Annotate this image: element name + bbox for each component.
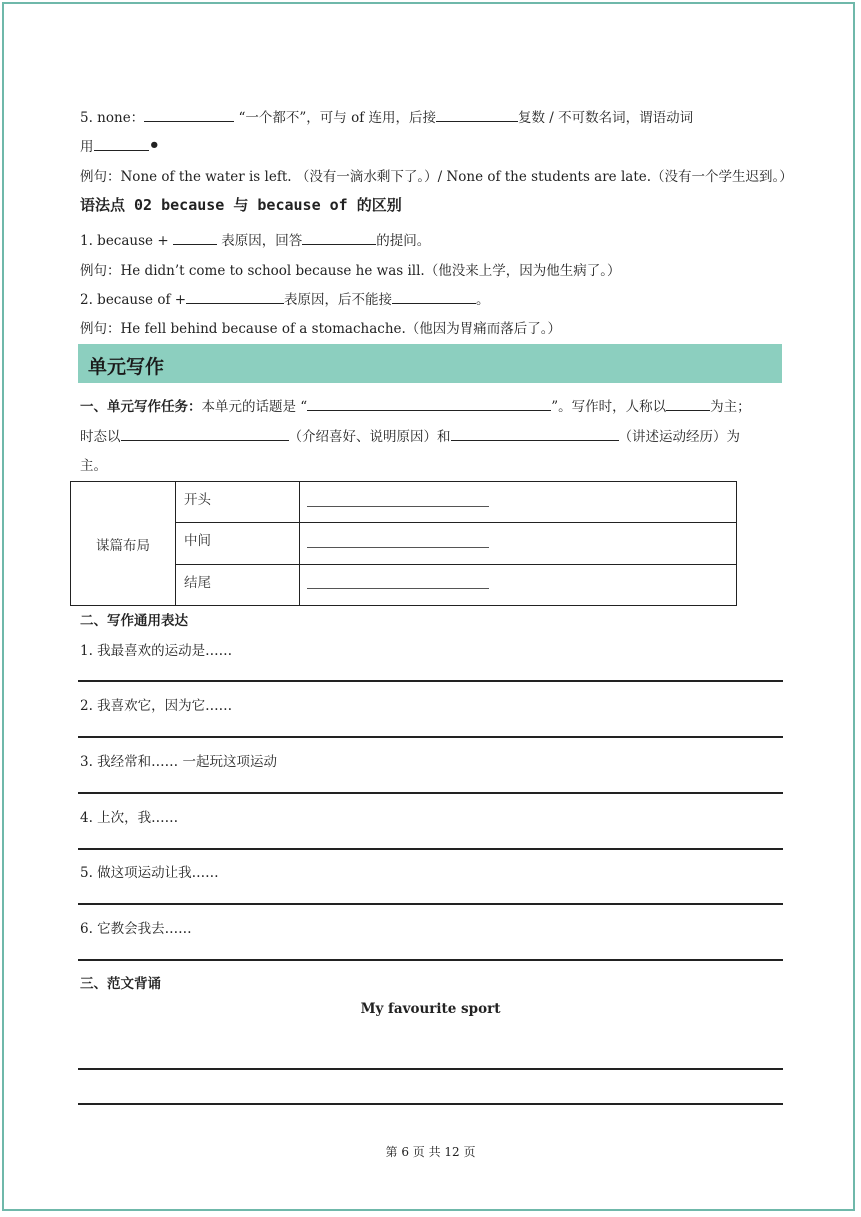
answer-line-4[interactable]	[78, 848, 783, 850]
task-text-4: 时态以	[80, 429, 121, 445]
expression-6: 6. 它教会我去……	[80, 921, 192, 937]
banner-title: 单元写作	[88, 356, 165, 378]
line-none-text-3: 用	[80, 139, 94, 155]
blank[interactable]	[307, 535, 489, 548]
layout-row-end: 结尾	[176, 564, 300, 605]
because-text: 表原因，回答	[221, 233, 303, 249]
blank[interactable]	[307, 396, 551, 411]
essay-line-1[interactable]	[78, 1068, 783, 1070]
essay-line-2[interactable]	[78, 1103, 783, 1105]
answer-line-3[interactable]	[78, 792, 783, 794]
line-none-1	[80, 106, 693, 126]
task-text-3: 为主；	[710, 399, 751, 415]
blank[interactable]	[666, 396, 710, 411]
answer-line-2[interactable]	[78, 736, 783, 738]
blank[interactable]	[94, 136, 149, 151]
answer-line-5[interactable]	[78, 903, 783, 905]
line-none-2	[80, 135, 160, 155]
layout-row-middle-blank[interactable]	[300, 523, 737, 564]
expression-5: 5. 做这项运动让我……	[80, 865, 219, 881]
expression-4: 4. 上次，我……	[80, 810, 179, 826]
blank[interactable]	[302, 230, 376, 245]
line-because	[80, 229, 430, 249]
layout-row-middle: 中间	[176, 523, 300, 564]
because-label: 1. because +	[80, 233, 169, 249]
layout-label: 谋篇布局	[71, 482, 176, 606]
writing-task-line-3: 主。	[80, 458, 107, 474]
because-of-text: 表原因，后不能接	[284, 292, 393, 308]
answer-line-1[interactable]	[78, 680, 783, 682]
layout-row-start: 开头	[176, 482, 300, 523]
section-3-heading: 三、范文背诵	[80, 976, 161, 992]
because-of-label: 2. because of +	[80, 292, 187, 308]
blank[interactable]	[144, 107, 234, 122]
task-text-2: ”。写作时，人称以	[551, 399, 667, 415]
essay-title: My favourite sport	[360, 1001, 501, 1017]
blank[interactable]	[392, 289, 476, 304]
example-none: 例句：None of the water is left. （没有一滴水剩下了。）/ None of the students are late.（没有一个学生迟到。）	[80, 169, 793, 185]
example-because: 例句：He didn’t come to school because he was ill.（他没来上学，因为他生病了。）	[80, 263, 621, 279]
expression-3: 3. 我经常和…… 一起玩这项运动	[80, 754, 277, 770]
end-dot: •	[148, 135, 161, 156]
because-of-text-2: 。	[476, 292, 490, 308]
blank[interactable]	[121, 426, 289, 441]
example-because-of: 例句：He fell behind because of a stomachache.（他因为胃痛而落后了。）	[80, 321, 562, 337]
expression-1: 1. 我最喜欢的运动是……	[80, 643, 233, 659]
line-none-text-2: 复数 / 不可数名词，谓语动词	[518, 110, 694, 126]
blank[interactable]	[173, 230, 217, 245]
blank[interactable]	[451, 426, 619, 441]
writing-task-line-1	[80, 395, 751, 415]
task-text: 本单元的话题是 “	[201, 399, 308, 415]
line-none-label: 5. none：	[80, 110, 145, 126]
answer-line-6[interactable]	[78, 959, 783, 961]
blank[interactable]	[307, 576, 489, 589]
section-banner	[78, 344, 782, 383]
writing-task-label: 一、单元写作任务：	[80, 399, 202, 415]
writing-task-line-2	[80, 425, 740, 445]
section-2-heading: 二、写作通用表达	[80, 613, 188, 629]
line-because-of	[80, 288, 490, 308]
layout-row-start-blank[interactable]	[300, 482, 737, 523]
page-footer: 第 6 页 共 12 页	[385, 1145, 476, 1159]
expression-2: 2. 我喜欢它，因为它……	[80, 698, 233, 714]
layout-table	[70, 481, 737, 606]
grammar-heading: 语法点 02 because 与 because of 的区别	[80, 196, 402, 214]
line-none-text: “一个都不”，可与 of 连用，后接	[238, 110, 436, 126]
blank[interactable]	[186, 289, 284, 304]
task-text-6: （讲述运动经历）为	[618, 429, 740, 445]
layout-row-end-blank[interactable]	[300, 564, 737, 605]
blank[interactable]	[307, 494, 489, 507]
task-text-5: （介绍喜好、说明原因）和	[288, 429, 451, 445]
because-text-2: 的提问。	[376, 233, 431, 249]
blank[interactable]	[436, 107, 518, 122]
